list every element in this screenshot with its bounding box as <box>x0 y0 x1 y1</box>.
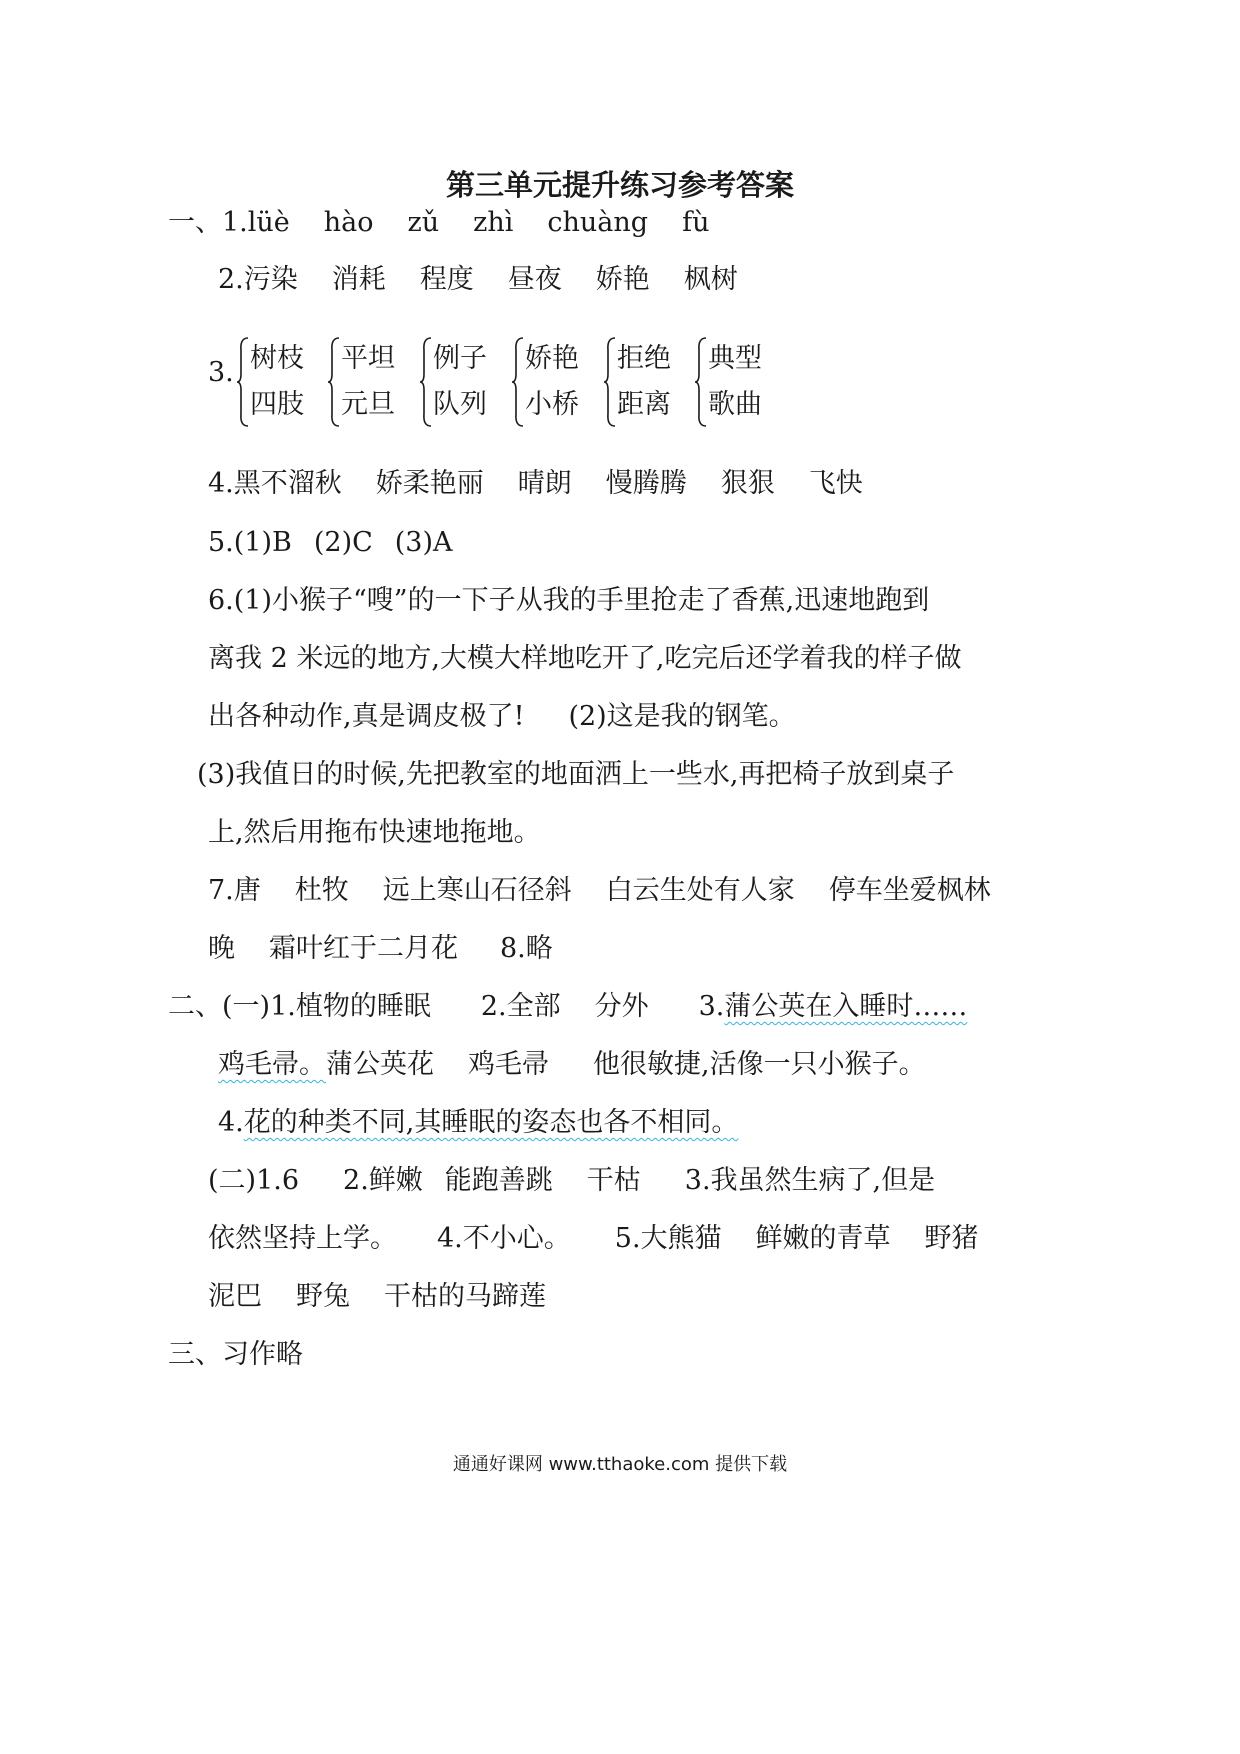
pair-bottom: 距离 <box>617 389 671 420</box>
q5-line <box>208 526 453 560</box>
s2p2-item: 2.鲜嫩 <box>343 1165 423 1196</box>
section3-line: 三、习作略 <box>168 1339 303 1370</box>
choice-item: (3)A <box>394 527 453 558</box>
pair-bottom: 四肢 <box>250 389 304 420</box>
q2-num: 2. <box>218 264 244 295</box>
s2-line2 <box>218 1048 926 1082</box>
s2-a4-num: 4. <box>218 1107 244 1138</box>
q1-line <box>168 206 709 240</box>
section1-label: 一、 <box>168 207 222 238</box>
q7-item: 停车坐爱枫林 <box>828 875 991 906</box>
s2p2-item: 5.大熊猫 <box>614 1223 722 1254</box>
s2-line3 <box>218 1106 738 1140</box>
part1-label: (一) <box>222 991 271 1022</box>
word-item: 狠狠 <box>720 468 775 499</box>
pair-top: 拒绝 <box>617 343 671 374</box>
s2-a2b: 分外 <box>594 991 649 1022</box>
brace-icon <box>419 336 433 428</box>
pair-top: 例子 <box>433 343 487 374</box>
s2-a3-text: 蒲公英在入睡时…… <box>724 991 968 1022</box>
brace-icon <box>603 336 617 428</box>
word-item: 程度 <box>419 264 474 295</box>
s2p2-item: 泥巴 <box>208 1281 262 1312</box>
s2p2-item: 4.不小心。 <box>437 1223 571 1254</box>
s2p2-item: 能跑善跳 <box>444 1165 553 1196</box>
s2-a3d: 他很敏捷,活像一只小猴子。 <box>593 1049 926 1080</box>
pinyin-item: hào <box>323 207 374 238</box>
s2p2-item: 鲜嫩的青草 <box>755 1223 891 1254</box>
q3-num: 3. <box>208 357 234 388</box>
pinyin-item: fù <box>682 207 710 238</box>
s2p2-item: 干枯的马蹄莲 <box>384 1281 546 1312</box>
s2p2-item: 3.我虽然生病了,但是 <box>684 1165 936 1196</box>
s2-a2: 2.全部 <box>480 991 561 1022</box>
word-item: 飞快 <box>808 468 863 499</box>
pair-top: 树枝 <box>250 343 304 374</box>
word-item: 昼夜 <box>507 264 562 295</box>
q6-line2: 离我 2 米远的地方,大模大样地吃开了,吃完后还学着我的样子做 <box>208 643 962 674</box>
s2-a1: 1.植物的睡眠 <box>270 991 431 1022</box>
s2-a4-text: 花的种类不同,其睡眠的姿态也各不相同。 <box>243 1107 739 1138</box>
q6-line1: 6.(1)小猴子“嗖”的一下子从我的手里抢走了香蕉,迅速地跑到 <box>208 585 930 616</box>
s2-line1 <box>168 990 967 1024</box>
s2p2-item: 干枯 <box>586 1165 641 1196</box>
q4-line <box>208 467 863 501</box>
s2p2-item: 野兔 <box>296 1281 350 1312</box>
word-item: 晴朗 <box>517 468 572 499</box>
s2p2-line2 <box>208 1222 979 1256</box>
q6-line3a: 出各种动作,真是调皮极了! <box>208 701 525 732</box>
brace-icon <box>327 336 341 428</box>
q7-item: 晚 <box>208 933 235 964</box>
q6-line5: 上,然后用拖布快速地拖地。 <box>208 817 541 848</box>
q7-line1 <box>208 874 991 908</box>
q7-item: 霜叶红于二月花 <box>269 933 458 964</box>
s2p2-line1 <box>208 1164 935 1198</box>
word-item: 枫树 <box>683 264 738 295</box>
brace-icon <box>694 336 708 428</box>
pair-bottom: 歌曲 <box>708 389 762 420</box>
pinyin-item: zǔ <box>407 207 440 238</box>
word-item: 黑不溜秋 <box>233 468 342 499</box>
pinyin-item: lüè <box>247 207 290 238</box>
pair-bottom: 小桥 <box>525 389 579 420</box>
q7-item: 7.唐 <box>208 875 261 906</box>
word-item: 娇柔艳丽 <box>375 468 484 499</box>
word-item: 娇艳 <box>595 264 650 295</box>
pinyin-item: chuàng <box>547 207 649 238</box>
s2-a3-cont: 鸡毛帚。 <box>218 1049 326 1080</box>
q6-line3b: (2)这是我的钢笔。 <box>568 701 796 732</box>
q7-line2 <box>208 932 553 966</box>
word-item: 慢腾腾 <box>605 468 687 499</box>
footer-credit: 通通好课网 www.tthaoke.com 提供下载 <box>452 1454 788 1475</box>
s2p2-item: 依然坚持上学。 <box>208 1223 397 1254</box>
q7-item: 杜牧 <box>294 875 349 906</box>
q2-line <box>218 263 738 297</box>
q7-item: 远上寒山石径斜 <box>382 875 572 906</box>
pair-bottom: 队列 <box>433 389 487 420</box>
q6-line4: (3)我值日的时候,先把教室的地面洒上一些水,再把椅子放到桌子 <box>197 759 955 790</box>
pair-top: 平坦 <box>341 343 395 374</box>
brace-icon <box>511 336 525 428</box>
pair-bottom: 元旦 <box>341 389 395 420</box>
choice-item: (2)C <box>313 527 373 558</box>
choice-item: (1)B <box>233 527 292 558</box>
pair-top: 娇艳 <box>525 343 579 374</box>
s2-a3-num: 3. <box>698 991 725 1022</box>
s2-a3b: 蒲公英花 <box>326 1049 434 1080</box>
q1-num: 1. <box>222 207 248 238</box>
q7-item: 白云生处有人家 <box>605 875 795 906</box>
page-title: 第三单元提升练习参考答案 <box>445 168 794 202</box>
q4-num: 4. <box>208 468 234 499</box>
q8-answer: 8.略 <box>500 933 553 964</box>
q6-line3 <box>208 700 796 734</box>
word-item: 污染 <box>243 264 298 295</box>
pair-top: 典型 <box>708 343 762 374</box>
word-item: 消耗 <box>331 264 386 295</box>
brace-icon <box>236 336 250 428</box>
s2p2-item: (二)1.6 <box>208 1165 300 1196</box>
s2p2-item: 野猪 <box>924 1223 979 1254</box>
pinyin-item: zhì <box>473 207 514 238</box>
s2p2-line3 <box>208 1280 546 1314</box>
q5-num: 5. <box>208 527 234 558</box>
s2-a3c: 鸡毛帚 <box>468 1049 549 1080</box>
section2-label: 二、 <box>168 991 222 1022</box>
